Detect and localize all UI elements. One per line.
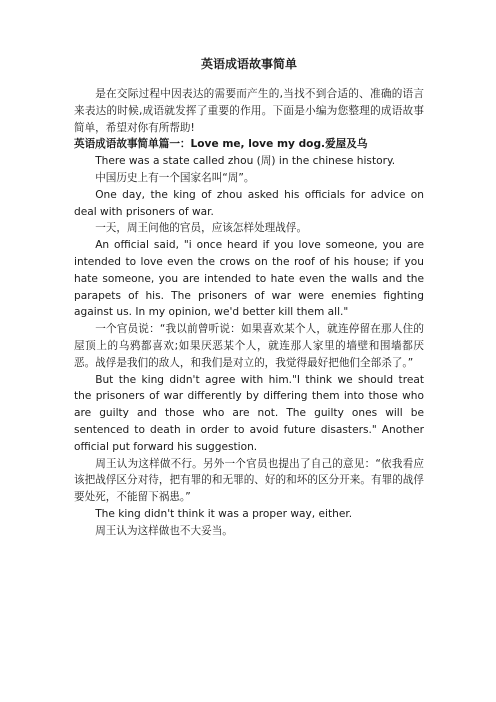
story-paragraph: The king didn't think it was a proper way, either. xyxy=(95,507,353,520)
story-paragraph: An official said, "i once heard if you love someone, you are intended to love even the crows on the roof of his house; if you hate someone, you are intended to hate even the walls and the parapets of his. The prisoners of war were enemies fighting against us. In my opinion, we'd better kill them all." xyxy=(74,239,424,319)
story-paragraph: 一个官员说：“我以前曾听说：如果喜欢某个人，就连停留在那人住的屋顶上的乌鸦都喜欢;如果厌恶某个人，就连那人家里的墙壁和围墙都厌恶。战俘是我们的敌人，和我们是对立的，我觉得最好把他们全部杀了。” xyxy=(74,323,424,369)
story-paragraph: There was a state called zhou (周) in the chinese history. xyxy=(95,155,396,168)
story-paragraph: 周王认为这样做也不大妥当。 xyxy=(95,524,233,537)
story-paragraph: 中国历史上有一个国家名叫“周”。 xyxy=(95,171,255,184)
story-paragraph: One day, the king of zhou asked his officials for advice on deal with prisoners of war. xyxy=(74,188,424,218)
story-paragraph: But the king didn't agree with him."I think we should treat the prisoners of war differently by differing them into those who are guilty and those who are not. The guilty ones will be sentenced to death in order to avoid future disasters." Another official put forward his suggestion. xyxy=(74,373,424,453)
intro-paragraph: 是在交际过程中因表达的需要而产生的,当找不到合适的、准确的语言来表达的时候,成语就发挥了重要的作用。下面是小编为您整理的成语故事简单，希望对你有所帮助! xyxy=(74,88,424,134)
document-title: 英语成语故事简单 xyxy=(200,57,297,71)
story-paragraph: 周王认为这样做不行。另外一个官员也提出了自己的意见：“依我看应该把战俘区分对待，把有罪的和无罪的、好的和坏的区分开来。有罪的战俘要处死，不能留下祸患。” xyxy=(74,457,424,504)
document-page xyxy=(74,56,424,540)
story-paragraph: 一天，周王问他的官员，应该怎样处理战俘。 xyxy=(95,222,308,235)
section-heading: 英语成语故事简单篇一：Love me, love my dog.爱屋及乌 xyxy=(74,138,368,151)
